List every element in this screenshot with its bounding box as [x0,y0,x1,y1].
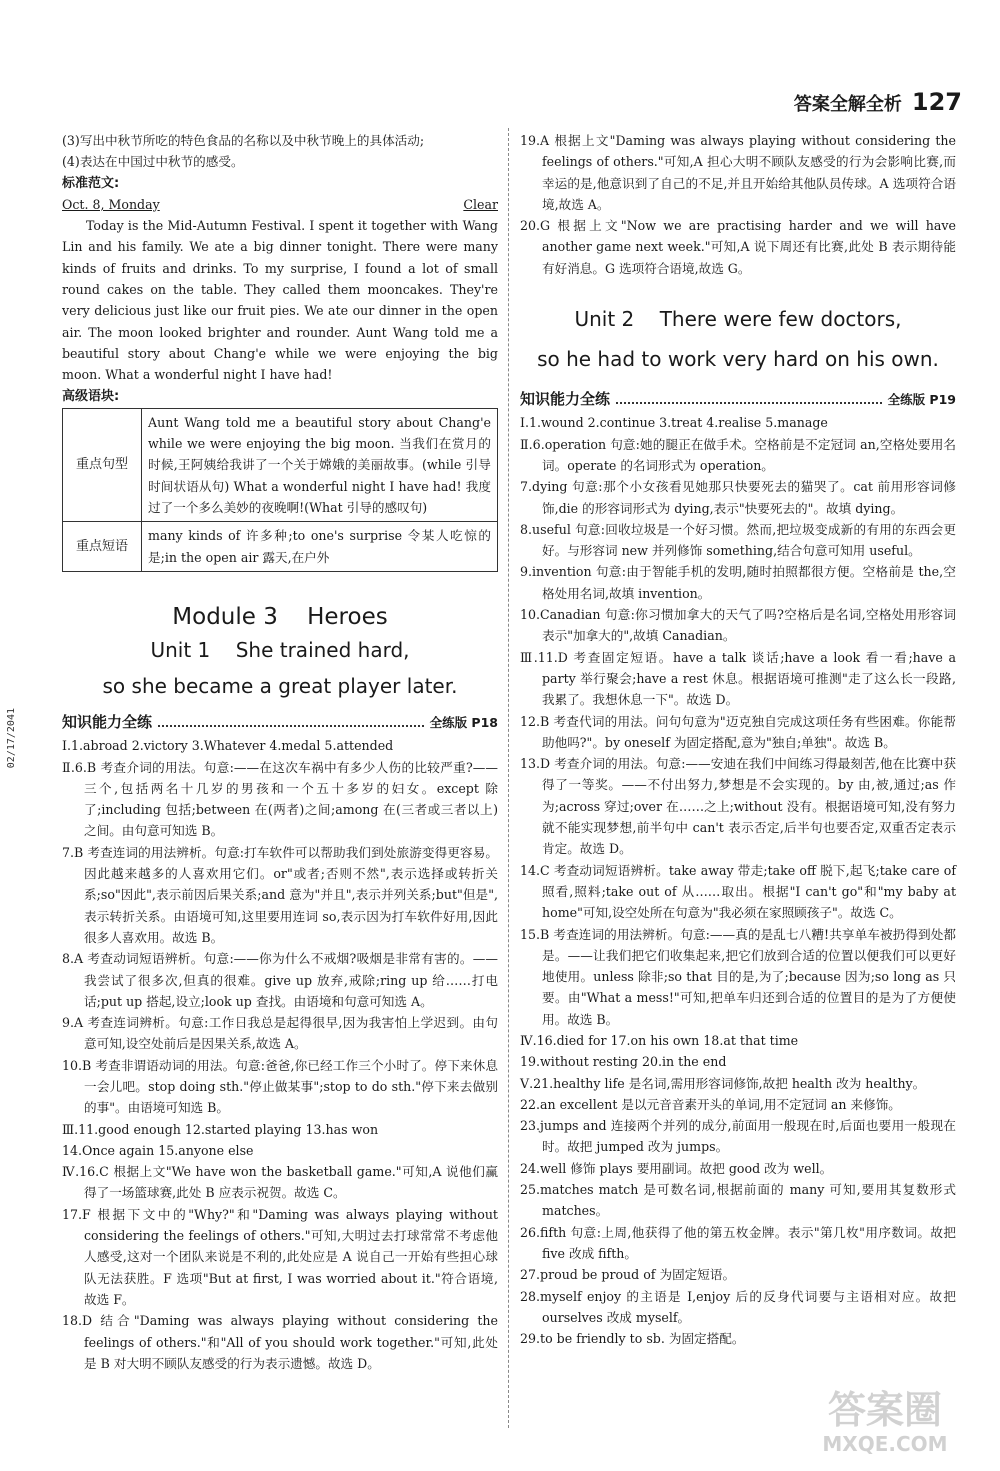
row-body: Aunt Wang told me a beautiful story about Chang'e while we were enjoying the big moon. 当我们在赏月的时候,王阿姨给我讲了一个关于嫦娥的美丽故事。(while 引导时间状语从句) What a wonderful night I have had! 我度过了一个多么美妙的夜晚啊!(What 引导的感叹句) [142,408,498,521]
answer-item: 13.D 考查介词的用法。句意:——安迪在我们中间练习得最刻苦,他在比赛中获得了一等奖。——不付出努力,梦想是不会实现的。by 由,被,通过;as 作为;across 穿过;over 在……之上;without 没有。根据语境可知,没有努力就不能实现梦想,前半句中 can't 表示否定,后半句也要否定,双重否定表示肯定。故选 D。 [520,756,956,857]
answer-item: 7.B 考查连词的用法辨析。句意:打车软件可以帮助我们到处旅游变得更容易。因此越来越多的人喜欢用它们。or"或者;否则不然",表示选择或转折关系;so"因此",表示前因后果关系;and 意为"并且",表示并列关系;but"但是",表示转折关系。由语境可知,这里要用连词 so,表示因为打车软件好用,因此很多人喜欢用。故选 B。 [62,844,498,945]
answer-item: Ⅲ.11.D 考查固定短语。have a talk 谈话;have a look 看一看;have a party 举行聚会;have a rest 休息。根据语境可推测"走了这么长一段路,我累了。我想休息一下"。故选 D。 [520,649,956,708]
page-header [794,88,962,116]
intro-line: (3)写出中秋节所吃的特色食品的名称以及中秋节晚上的具体活动; [62,133,425,148]
row-head: 重点短语 [63,522,142,572]
unit2-title-line1: Unit 2 There were few doctors, [574,307,902,332]
section-tag: 全练版 P19 [887,392,956,408]
answer-item: 7.dying 句意:那个小女孩看见她那只快要死去的猫哭了。cat 前用形容词修饰,die 的形容词形式为 dying,表示"快要死去的"。故填 dying。 [520,479,956,516]
answer-item: Ⅴ.21.healthy life 是名词,需用形容词修饰,故把 health 改为 healthy。 [520,1075,926,1091]
row-body: many kinds of 许多种;to one's surprise 令某人吃惊的是;in the open air 露天,在户外 [142,522,498,572]
unit2-title-line2: so he had to work very hard on his own. [537,347,939,372]
section-heading [62,712,498,733]
dotted-leader [158,717,424,727]
answer-item: Ⅳ.16.died for 17.on his own 18.at that time [520,1032,799,1048]
unit-title-line1: Unit 1 She trained hard, [150,637,410,662]
answer-item: 8.useful 句意:回收垃圾是一个好习惯。然而,把垃圾变成新的有用的东西会更好。与形容词 new 并列修饰 something,结合句意可知用 useful。 [520,521,956,559]
answer-item: 10.Canadian 句意:你习惯加拿大的天气了吗?空格后是名词,空格处用形容词表示"加拿大的",故填 Canadian。 [520,607,956,644]
section-tag: 全练版 P18 [429,714,498,730]
unit-title-line2: so she became a great player later. [102,673,458,698]
answer-item: Ⅱ.6.operation 句意:她的腿正在做手术。空格前是不定冠词 an,空格处要用名词。operate 的名词形式为 operation。 [520,436,956,473]
answer-item: 26.fifth 句意:上周,他获得了他的第五枚金牌。表示"第几枚"用序数词。故把 five 改成 fifth。 [520,1224,956,1261]
dotted-leader [616,394,882,404]
intro-line: (4)表达在中国过中秋节的感受。 [62,154,244,170]
section-title: 知识能力全练 [520,390,611,409]
page-number: 127 [911,88,962,116]
model-essay-label: 标准范文: [62,175,120,191]
answer-item: 14.Once again 15.anyone else [62,1142,254,1158]
watermark-url: MXQE.COM [822,1432,948,1456]
answer-item: 19.A 根据上文"Daming was always playing without considering the feelings of others."可知,A 担心大明不顾队友感受的行为会影响比赛,而幸运的是,他意识到了自己的不足,并且开始给其他队员传球。A 选项符合语境,故选 A。 [520,133,956,212]
answer-item: Ⅱ.6.B 考查介词的用法。句意:——在这次车祸中有多少人伤的比较严重?——三个,包括两名十几岁的男孩和一个五十多岁的妇女。except 除了;including 包括;between 在(两者)之间;among 在(三者或三者以上)之间。由句意可知选 B。 [62,759,498,839]
right-column [520,130,956,1349]
answer-item: 14.C 考查动词短语辨析。take away 带走;take off 脱下,起飞;take care of 照看,照料;take out of 从……取出。根据"I can't go"和"my baby at home"可知,设空处所在句意为"我必须在家照顾孩子"。故选 C。 [520,862,956,921]
answer-item: 25.matches match 是可数名词,根据前面的 many 可知,要用其复数形式 matches。 [520,1182,956,1219]
section-heading [520,389,956,410]
side-code: 02/17/2041 [6,708,17,769]
watermark-logo-icon [790,1379,980,1459]
model-essay: Today is the Mid-Autumn Festival. I spent it together with Wang Lin and his family. We ate a big dinner tonight. There were many kinds of fruits and drinks. To my surprise, I found a lot of small round cakes on the table. They called them mooncakes. They're very delicious just like our fruit pies. We ate our dinner in the open air. The moon looked brighter and rounder. Aunt Wang told me a beautiful story about Chang'e while we were enjoying the big moon. What a wonderful night I have had! [62,218,498,383]
table-row [63,408,498,521]
section-title: 知识能力全练 [62,712,153,731]
table-row [63,522,498,572]
answer-item: 9.invention 句意:由于智能手机的发明,随时拍照都很方便。空格前是 the,空格处用名词,故填 invention。 [520,564,956,601]
answer-item: 10.B 考查非谓语动词的用法。句意:爸爸,你已经工作三个小时了。停下来休息一会儿吧。stop doing sth."停止做某事";stop to do sth."停下来去做别的事"。由语境可知选 B。 [62,1057,498,1116]
essay-weather: Clear [463,196,498,212]
answer-item: 20.G 根据上文"Now we are practising harder and we will have another game next week."可知,A 说下周还有比赛,此处 B 表示期待能有好消息。G 选项符合语境,故选 G。 [520,218,956,276]
row-head: 重点句型 [63,408,142,521]
essay-date: Oct. 8, Monday [62,196,160,212]
column-divider [508,128,509,1428]
module-title: Module 3 Heroes [172,603,388,630]
answer-item: Ⅲ.11.good enough 12.started playing 13.has won [62,1121,379,1137]
advanced-chunks-label: 高级语块: [62,388,120,404]
answer-item: 28.myself enjoy 的主语是 I,enjoy 后的反身代词要与主语相对应。故把 ourselves 改成 myself。 [520,1288,956,1325]
key-expressions-table [62,408,498,572]
answer-item: 29.to be friendly to sb. 为固定搭配。 [520,1331,745,1347]
watermark-text: 答案圈 [827,1388,943,1432]
answer-item: 17.F 根据下文中的"Why?"和"Daming was always playing without considering the feelings of others."可知,大明过去打球常常不考虑他人感受,这对一个团队来说是不利的,此处应是 A 说自己一开始有些担心球队无法获胜。F 选项"But at first, I was worried about it."符合语境,故选 F。 [62,1206,498,1307]
answer-item: 15.B 考查连词的用法辨析。句意:——真的是乱七八糟!共享单车被扔得到处都是。——让我们把它们收集起来,把它们放到合适的位置以便我们可以更好地使用。unless 除非;so that 目的是,为了;because 因为;so long as 只要。由"What a mess!"可知,把单车归还到合适的位置目的是为了方便使用。故选 B。 [520,926,956,1027]
answer-item: 8.A 考查动词短语辨析。句意:——你为什么不戒烟?吸烟是非常有害的。——我尝试了很多次,但真的很难。give up 放弃,戒除;ring up 给……打电话;put up 搭起,设立;look up 查找。由语境和句意可知选 A。 [62,951,498,1009]
answer-item: Ⅳ.16.C 根据上文"We have won the basketball game."可知,A 说他们赢得了一场篮球赛,此处 B 应表示祝贺。故选 C。 [62,1164,498,1201]
answer-item: Ⅰ.1.wound 2.continue 3.treat 4.realise 5.manage [520,415,828,431]
answer-item: 19.without resting 20.in the end [520,1054,727,1070]
answer-item: 24.well 修饰 plays 要用副词。故把 good 改为 well。 [520,1160,833,1176]
answer-item: 18.D 结合"Daming was always playing without considering the feelings of others."和"All of you should work together."可知,此处是 B 对大明不顾队友感受的行为表示遗憾。故选 D。 [62,1313,498,1371]
answer-item: 12.B 考查代词的用法。问句句意为"迈克独自完成这项任务有些困难。你能帮助他吗?"。by oneself 为固定搭配,意为"独自;单独"。故选 B。 [520,713,956,750]
essay-dateline [62,194,498,215]
header-title: 答案全解全析 [793,94,902,115]
answer-item: 22.an excellent 是以元音音素开头的单词,用不定冠词 an 来修饰。 [520,1096,901,1112]
answer-item: Ⅰ.1.abroad 2.victory 3.Whatever 4.medal 5.attended [62,738,394,754]
answer-item: 27.proud be proud of 为固定短语。 [520,1267,736,1283]
answer-item: 9.A 考查连词辨析。句意:工作日我总是起得很早,因为我害怕上学迟到。由句意可知,设空处前后是因果关系,故选 A。 [62,1015,498,1052]
left-column [62,130,498,1374]
answer-item: 23.jumps and 连接两个并列的成分,前面用一般现在时,后面也要用一般现在时。故把 jumped 改为 jumps。 [520,1118,956,1155]
